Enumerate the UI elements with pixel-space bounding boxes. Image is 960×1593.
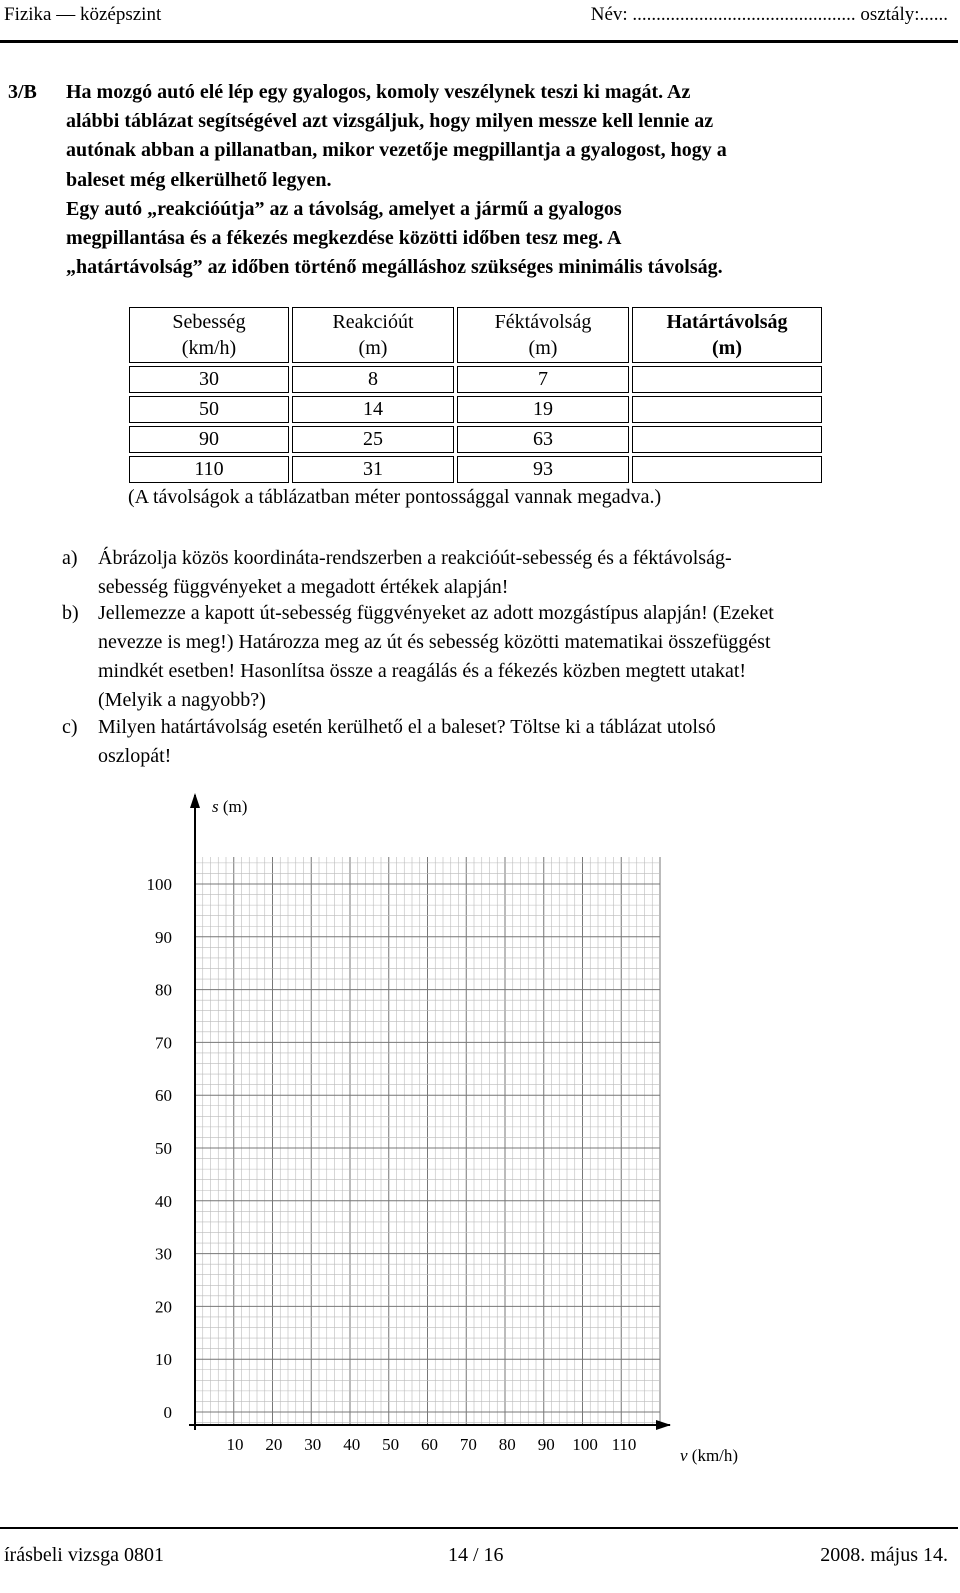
table-row bbox=[129, 366, 822, 393]
footer-page: 14 / 16 bbox=[448, 1544, 504, 1566]
x-tick-label: 50 bbox=[382, 1435, 400, 1454]
x-axis-arrow bbox=[656, 1420, 671, 1430]
cell-speed: 50 bbox=[129, 396, 289, 423]
data-table bbox=[126, 304, 825, 486]
table-header-row bbox=[129, 307, 822, 363]
y-tick-label: 100 bbox=[146, 875, 172, 894]
y-tick-label: 80 bbox=[155, 980, 172, 1000]
x-tick-label: 110 bbox=[611, 1435, 637, 1454]
cell-braking: 93 bbox=[457, 456, 629, 483]
answer-graph[interactable] bbox=[0, 780, 960, 1500]
y-tick-label: 10 bbox=[155, 1350, 172, 1370]
x-tick-label: 80 bbox=[498, 1435, 516, 1454]
table-row bbox=[129, 396, 822, 423]
problem-number: 3/B bbox=[8, 81, 37, 103]
x-tick-label: 90 bbox=[537, 1435, 555, 1454]
table-row bbox=[129, 426, 822, 453]
question-a-line: sebesség függvényeket a megadott értékek alapján! bbox=[98, 576, 509, 598]
x-axis-label: v (km/h) bbox=[680, 1446, 739, 1465]
y-tick-label: 0 bbox=[163, 1403, 172, 1422]
x-tick-label: 20 bbox=[265, 1435, 283, 1454]
question-a bbox=[62, 544, 942, 604]
header-rule bbox=[0, 40, 958, 43]
cell-reaction: 25 bbox=[292, 426, 454, 453]
problem-intro bbox=[8, 78, 948, 282]
footer-rule bbox=[0, 1527, 958, 1529]
question-b-line: (Melyik a nagyobb?) bbox=[98, 689, 266, 711]
cell-reaction: 14 bbox=[292, 396, 454, 423]
question-c-label: c) bbox=[62, 716, 78, 738]
cell-stopping[interactable] bbox=[632, 396, 822, 423]
y-tick-label: 20 bbox=[155, 1297, 172, 1317]
intro-line-1: 3/B Ha mozgó autó elé lép egy gyalogos, komoly veszélynek teszi ki magát. Az bbox=[8, 78, 948, 107]
intro-line-2: alábbi táblázat segítségével azt vizsgáljuk, hogy milyen messze kell lennie az bbox=[66, 110, 714, 133]
header-reaction-distance: Reakcióút (m) bbox=[292, 307, 454, 363]
intro-line-6: megpillantása és a fékezés megkezdése közötti időben tesz meg. A bbox=[66, 227, 622, 250]
question-b-line: nevezze is meg!) Határozza meg az út és sebesség közötti matematikai összefüggést bbox=[98, 631, 771, 653]
question-b bbox=[62, 599, 942, 719]
intro-line-4: baleset még elkerülhető legyen. bbox=[66, 168, 332, 191]
cell-stopping[interactable] bbox=[632, 366, 822, 393]
y-tick-label: 70 bbox=[155, 1033, 172, 1053]
y-tick-label: 40 bbox=[155, 1191, 172, 1211]
graph-grid bbox=[195, 857, 660, 1424]
y-tick-label: 30 bbox=[155, 1244, 172, 1264]
y-tick-label: 50 bbox=[155, 1139, 172, 1158]
header-stopping-distance: Határtávolság (m) bbox=[632, 307, 822, 363]
cell-reaction: 31 bbox=[292, 456, 454, 483]
cell-speed: 110 bbox=[129, 456, 289, 483]
y-tick-label: 90 bbox=[155, 927, 172, 947]
cell-braking: 19 bbox=[457, 396, 629, 423]
cell-stopping[interactable] bbox=[632, 456, 822, 483]
cell-braking: 7 bbox=[457, 366, 629, 393]
question-c bbox=[62, 713, 942, 773]
question-b-line: mindkét esetben! Hasonlítsa össze a reagálás és a fékezés közben megtett utakat! bbox=[98, 660, 747, 682]
header-braking-distance: Féktávolság (m) bbox=[457, 307, 629, 363]
y-axis-arrow bbox=[190, 793, 200, 808]
cell-speed: 90 bbox=[129, 426, 289, 453]
x-tick-label: 10 bbox=[226, 1435, 244, 1454]
x-tick-label: 60 bbox=[421, 1435, 438, 1454]
cell-reaction: 8 bbox=[292, 366, 454, 393]
question-a-label: a) bbox=[62, 547, 78, 569]
question-b-label: b) bbox=[62, 602, 79, 624]
cell-braking: 63 bbox=[457, 426, 629, 453]
header-name-class: Név: ............................................... osztály:...... bbox=[590, 4, 948, 25]
y-tick-label: 60 bbox=[155, 1086, 172, 1106]
table-note: (A távolságok a táblázatban méter pontossággal vannak megadva.) bbox=[128, 486, 662, 508]
x-tick-label: 40 bbox=[343, 1435, 361, 1454]
intro-line-7: „határtávolság” az időben történő megálláshoz szükséges minimális távolság. bbox=[66, 256, 723, 279]
x-tick-labels bbox=[227, 1435, 637, 1454]
question-b-line: Jellemezze a kapott út-sebesség függvényeket az adott mozgástípus alapján! (Ezeket bbox=[98, 602, 774, 624]
graph-axes bbox=[189, 793, 671, 1430]
cell-speed: 30 bbox=[129, 366, 289, 393]
header-speed: Sebesség (km/h) bbox=[129, 307, 289, 363]
header-subject: Fizika — középszint bbox=[4, 4, 162, 25]
table-row bbox=[129, 456, 822, 483]
footer-exam: írásbeli vizsga 0801 bbox=[4, 1544, 164, 1566]
x-tick-label: 30 bbox=[304, 1435, 322, 1454]
footer-date: 2008. május 14. bbox=[820, 1544, 948, 1566]
x-tick-label: 70 bbox=[459, 1435, 477, 1454]
cell-stopping[interactable] bbox=[632, 426, 822, 453]
y-tick-labels bbox=[147, 875, 173, 1422]
intro-line-3: autónak abban a pillanatban, mikor vezetője megpillantja a gyalogost, hogy a bbox=[66, 139, 727, 162]
question-a-line: Ábrázolja közös koordináta-rendszerben a reakcióút-sebesség és a féktávolság- bbox=[98, 547, 732, 569]
y-axis-label: s (m) bbox=[212, 797, 248, 816]
question-c-line: oszlopát! bbox=[98, 745, 172, 767]
question-c-line: Milyen határtávolság esetén kerülhető el a baleset? Töltse ki a táblázat utolsó bbox=[98, 716, 716, 738]
intro-line-5: Egy autó „reakcióútja” az a távolság, amelyet a jármű a gyalogos bbox=[66, 197, 622, 220]
x-tick-label: 100 bbox=[572, 1435, 598, 1454]
